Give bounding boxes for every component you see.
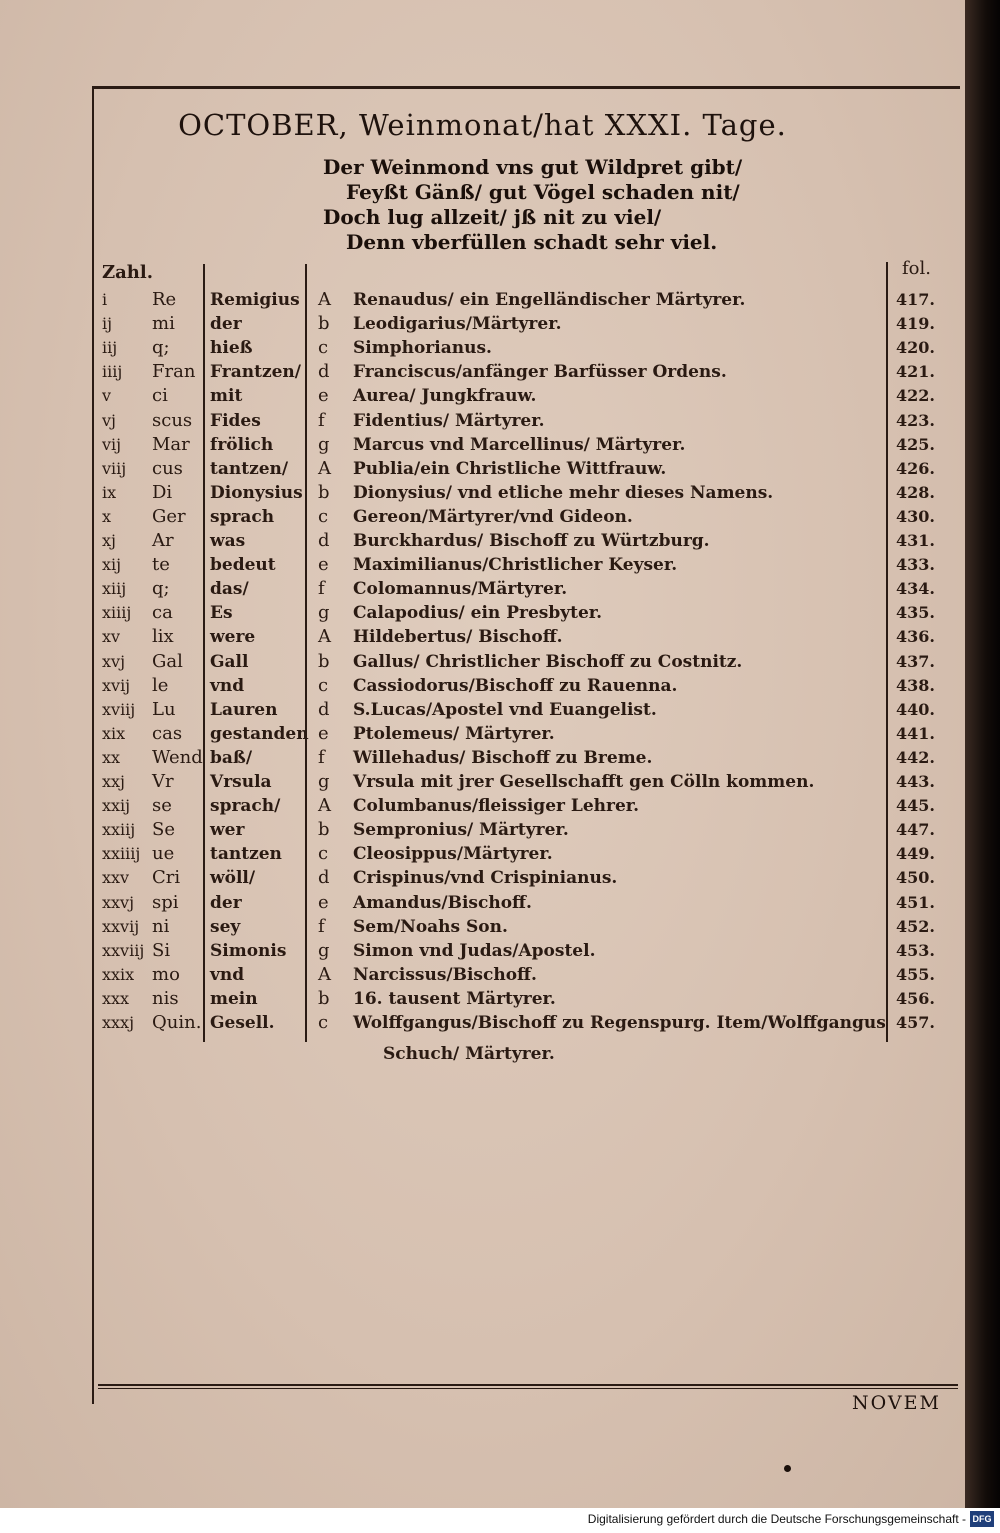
cell-num: xj xyxy=(102,531,116,550)
verse-line-1: Der Weinmond vns gut Wildpret gibt/ xyxy=(323,155,743,179)
cell-num: i xyxy=(102,290,108,309)
cell-num: xvij xyxy=(102,675,131,695)
cell-saint: Crispinus/vnd Crispinianus. xyxy=(353,868,618,889)
table-row xyxy=(0,288,965,312)
cell-mnem: were xyxy=(210,627,256,648)
cell-mnem: Lauren xyxy=(210,699,278,720)
table-row xyxy=(0,625,965,649)
cell-num: iiij xyxy=(102,362,123,382)
table-row xyxy=(0,577,965,601)
table-row xyxy=(0,674,965,698)
cell-let: c xyxy=(318,843,329,865)
cell-mnem: gestanden xyxy=(210,723,309,744)
cell-let: d xyxy=(318,361,330,383)
cell-fol: 422. xyxy=(896,386,935,406)
cell-saint: Sem/Noahs Son. xyxy=(353,916,508,937)
cell-let: f xyxy=(318,409,325,431)
table-row xyxy=(0,650,965,674)
cell-num: xiiij xyxy=(102,603,132,623)
table-row xyxy=(0,746,965,770)
cell-syl: Mar xyxy=(152,433,190,455)
cell-fol: 421. xyxy=(896,362,935,382)
cell-let: e xyxy=(318,722,329,744)
cell-syl: Re xyxy=(152,289,177,310)
cell-let: A xyxy=(318,289,331,310)
cell-mnem: Dionysius xyxy=(210,482,303,503)
cell-saint: Burckhardus/ Bischoff zu Würtzburg. xyxy=(353,531,710,551)
cell-let: e xyxy=(318,554,329,576)
cell-syl: te xyxy=(152,554,170,576)
cell-fol: 417. xyxy=(896,290,935,309)
cell-saint: Marcus vnd Marcellinus/ Märtyrer. xyxy=(353,434,686,455)
cell-fol: 435. xyxy=(896,603,935,623)
cell-num: vj xyxy=(102,410,116,430)
fol-header: fol. xyxy=(902,258,931,279)
cell-syl: Lu xyxy=(152,698,176,720)
cell-mnem: sprach xyxy=(210,506,275,527)
table-row xyxy=(0,842,965,866)
table-row xyxy=(0,360,965,384)
cell-fol: 433. xyxy=(896,555,935,575)
cell-num: xxix xyxy=(102,964,135,984)
table-row xyxy=(0,505,965,529)
cell-saint: Willehadus/ Bischoff zu Breme. xyxy=(353,747,653,768)
cell-saint: Maximilianus/Christlicher Keyser. xyxy=(353,555,678,576)
table-row xyxy=(0,529,965,553)
cell-num: xij xyxy=(102,555,122,575)
cell-num: ij xyxy=(102,314,113,334)
cell-num: v xyxy=(102,386,112,406)
table-row xyxy=(0,481,965,505)
cell-syl: nis xyxy=(152,987,179,1009)
cell-fol: 452. xyxy=(896,916,935,936)
footer-bar xyxy=(0,1508,1000,1533)
cell-fol: 420. xyxy=(896,338,935,358)
cell-saint: Gereon/Märtyrer/vnd Gideon. xyxy=(353,506,633,527)
page-title: OCTOBER, Weinmonat/hat XXXI. Tage. xyxy=(178,108,787,142)
cell-let: c xyxy=(318,674,329,696)
cell-num: xxij xyxy=(102,796,131,816)
cell-syl: le xyxy=(152,674,169,696)
table-row xyxy=(0,915,965,939)
cell-fol: 441. xyxy=(896,723,935,743)
cell-let: b xyxy=(318,819,330,841)
cell-saint: Gallus/ Christlicher Bischoff zu Costnitz. xyxy=(353,651,743,672)
cell-let: c xyxy=(318,505,329,527)
cell-fol: 426. xyxy=(896,458,935,478)
cell-let: c xyxy=(318,1012,329,1033)
table-row xyxy=(0,939,965,963)
cell-let: b xyxy=(318,987,330,1009)
cell-syl: scus xyxy=(152,409,193,431)
cell-let: g xyxy=(318,602,330,624)
cell-num: xiij xyxy=(102,579,127,599)
cell-syl: Fran xyxy=(152,361,196,383)
cell-num: xviij xyxy=(102,699,136,719)
cell-mnem: vnd xyxy=(210,964,245,985)
cell-saint: Cassiodorus/Bischoff zu Rauenna. xyxy=(353,675,678,696)
table-row xyxy=(0,312,965,336)
continuation-line: Schuch/ Märtyrer. xyxy=(383,1044,555,1064)
cell-syl: se xyxy=(152,795,172,817)
cell-fol: 450. xyxy=(896,868,935,888)
cell-num: viij xyxy=(102,458,127,478)
cell-num: xxiij xyxy=(102,820,136,840)
cell-syl: Quin. xyxy=(152,1012,202,1033)
cell-syl: Si xyxy=(152,939,171,961)
cell-fol: 443. xyxy=(896,772,935,791)
catchword: NOVEM xyxy=(852,1392,941,1414)
cell-syl: q; xyxy=(152,337,170,359)
table-row xyxy=(0,384,965,408)
cell-saint: Publia/ein Christliche Wittfrauw. xyxy=(353,458,667,479)
cell-let: d xyxy=(318,698,330,720)
cell-let: b xyxy=(318,650,330,672)
cell-let: b xyxy=(318,481,330,503)
cell-fol: 449. xyxy=(896,844,935,864)
cell-num: iij xyxy=(102,338,118,358)
cell-mnem: der xyxy=(210,892,242,913)
cell-fol: 445. xyxy=(896,796,935,816)
cell-let: g xyxy=(318,433,330,455)
table-row xyxy=(0,818,965,842)
cell-num: xxvj xyxy=(102,892,135,912)
table-row xyxy=(0,722,965,746)
cell-num: xx xyxy=(102,747,121,767)
cell-mnem: mein xyxy=(210,988,258,1009)
cell-mnem: Es xyxy=(210,603,233,624)
cell-fol: 455. xyxy=(896,964,935,984)
cell-syl: Ar xyxy=(152,530,174,551)
cell-saint: Columbanus/fleissiger Lehrer. xyxy=(353,796,640,817)
table-row xyxy=(0,601,965,625)
cell-mnem: der xyxy=(210,314,242,335)
ink-dot xyxy=(784,1465,791,1472)
cell-let: A xyxy=(318,626,331,648)
cell-fol: 419. xyxy=(896,314,935,334)
cell-fol: 436. xyxy=(896,627,935,647)
top-border-rule xyxy=(92,86,960,89)
footer-text: Digitalisierung gefördert durch die Deutsche Forschungsgemeinschaft - xyxy=(587,1512,966,1526)
cell-saint: Ptolemeus/ Märtyrer. xyxy=(353,723,555,744)
cell-fol: 440. xyxy=(896,699,935,719)
cell-let: c xyxy=(318,337,329,359)
cell-saint: Vrsula mit jrer Gesellschafft gen Cölln kommen. xyxy=(353,772,815,792)
bottom-border-rule-2 xyxy=(98,1388,958,1389)
cell-saint: 16. tausent Märtyrer. xyxy=(353,988,556,1009)
cell-let: d xyxy=(318,530,330,551)
table-row xyxy=(0,336,965,360)
cell-syl: mi xyxy=(152,313,175,335)
cell-num: xxvij xyxy=(102,916,140,936)
cell-mnem: Simonis xyxy=(210,940,287,961)
cell-saint: Franciscus/anfänger Barfüsser Ordens. xyxy=(353,362,727,383)
cell-syl: ni xyxy=(152,915,170,937)
cell-syl: ci xyxy=(152,385,168,407)
cell-mnem: mit xyxy=(210,386,243,407)
cell-saint: Sempronius/ Märtyrer. xyxy=(353,820,569,841)
verse-line-3: Doch lug allzeit/ jß nit zu viel/ xyxy=(323,205,662,229)
cell-mnem: frölich xyxy=(210,434,274,455)
cell-syl: Vr xyxy=(152,771,174,792)
cell-num: xxx xyxy=(102,988,130,1008)
cell-mnem: Remigius xyxy=(210,290,300,310)
cell-let: A xyxy=(318,963,331,985)
cell-syl: Wend xyxy=(152,746,203,768)
cell-num: x xyxy=(102,506,112,526)
cell-let: g xyxy=(318,939,330,961)
cell-mnem: Fides xyxy=(210,410,261,431)
zahl-header: Zahl. xyxy=(102,262,153,283)
cell-saint: Simon vnd Judas/Apostel. xyxy=(353,940,596,961)
cell-fol: 457. xyxy=(896,1013,935,1032)
cell-let: A xyxy=(318,795,331,817)
cell-fol: 451. xyxy=(896,892,935,912)
table-row xyxy=(0,770,965,794)
cell-mnem: Gesell. xyxy=(210,1013,275,1033)
cell-saint: Cleosippus/Märtyrer. xyxy=(353,844,553,865)
cell-num: vij xyxy=(102,434,122,454)
cell-num: xxxj xyxy=(102,1013,135,1032)
cell-fol: 438. xyxy=(896,675,935,695)
cell-syl: cus xyxy=(152,457,183,479)
cell-saint: S.Lucas/Apostel vnd Euangelist. xyxy=(353,699,657,720)
cell-let: e xyxy=(318,385,329,407)
table-row xyxy=(0,1011,965,1035)
cell-mnem: bedeut xyxy=(210,555,276,576)
cell-num: xxv xyxy=(102,868,130,888)
cell-saint: Wolffgangus/Bischoff zu Regenspurg. Item/Wolffgangus xyxy=(353,1013,886,1033)
cell-saint: Colomannus/Märtyrer. xyxy=(353,579,568,600)
cell-saint: Fidentius/ Märtyrer. xyxy=(353,410,545,431)
dfg-logo-icon: DFG xyxy=(970,1511,994,1527)
cell-mnem: das/ xyxy=(210,579,249,600)
cell-num: xvj xyxy=(102,651,126,671)
table-row xyxy=(0,409,965,433)
cell-let: f xyxy=(318,578,325,600)
cell-fol: 434. xyxy=(896,579,935,599)
cell-mnem: vnd xyxy=(210,675,245,696)
table-row xyxy=(0,963,965,987)
cell-saint: Leodigarius/Märtyrer. xyxy=(353,314,562,335)
cell-mnem: tantzen/ xyxy=(210,458,289,479)
bottom-border-rule xyxy=(98,1384,958,1386)
cell-syl: Cri xyxy=(152,867,181,889)
cell-let: f xyxy=(318,915,325,937)
cell-syl: spi xyxy=(152,891,179,913)
cell-syl: Ger xyxy=(152,505,186,527)
cell-syl: ca xyxy=(152,602,173,624)
cell-saint: Calapodius/ ein Presbyter. xyxy=(353,603,603,624)
cell-syl: ue xyxy=(152,843,175,865)
cell-let: g xyxy=(318,771,330,792)
table-row xyxy=(0,794,965,818)
cell-num: xv xyxy=(102,627,121,647)
cell-mnem: was xyxy=(210,531,246,551)
cell-let: f xyxy=(318,746,325,768)
cell-saint: Narcissus/Bischoff. xyxy=(353,964,537,985)
cell-mnem: baß/ xyxy=(210,747,253,768)
verse-line-4: Denn vberfüllen schadt sehr viel. xyxy=(346,230,718,254)
table-row xyxy=(0,457,965,481)
cell-let: d xyxy=(318,867,330,889)
cell-fol: 453. xyxy=(896,940,935,960)
cell-mnem: Frantzen/ xyxy=(210,362,301,383)
cell-syl: Se xyxy=(152,819,175,841)
cell-saint: Aurea/ Jungkfrauw. xyxy=(353,386,537,407)
page-edge-shadow xyxy=(965,0,1000,1508)
table-row xyxy=(0,698,965,722)
cell-let: e xyxy=(318,891,329,913)
cell-fol: 423. xyxy=(896,410,935,430)
cell-mnem: sprach/ xyxy=(210,796,281,817)
cell-fol: 437. xyxy=(896,651,935,671)
cell-num: xix xyxy=(102,723,126,743)
table-row xyxy=(0,433,965,457)
table-row xyxy=(0,866,965,890)
cell-num: ix xyxy=(102,482,117,502)
cell-fol: 447. xyxy=(896,820,935,840)
cell-num: xxiiij xyxy=(102,844,141,864)
cell-syl: mo xyxy=(152,963,180,985)
cell-mnem: tantzen xyxy=(210,844,282,865)
cell-fol: 428. xyxy=(896,482,935,502)
cell-mnem: sey xyxy=(210,916,241,937)
cell-let: A xyxy=(318,457,331,479)
cell-syl: cas xyxy=(152,722,183,744)
cell-fol: 431. xyxy=(896,531,935,550)
cell-syl: lix xyxy=(152,626,174,648)
verse-line-2: Feyßt Gänß/ gut Vögel schaden nit/ xyxy=(346,180,740,204)
cell-num: xxviij xyxy=(102,940,145,960)
table-row xyxy=(0,553,965,577)
cell-fol: 430. xyxy=(896,506,935,526)
cell-saint: Simphorianus. xyxy=(353,338,492,359)
cell-mnem: wöll/ xyxy=(210,868,256,889)
cell-fol: 425. xyxy=(896,434,935,454)
cell-let: b xyxy=(318,313,330,335)
table-row xyxy=(0,987,965,1011)
cell-saint: Amandus/Bischoff. xyxy=(353,892,532,913)
cell-mnem: Vrsula xyxy=(210,772,272,792)
cell-num: xxj xyxy=(102,772,126,791)
cell-saint: Renaudus/ ein Engelländischer Märtyrer. xyxy=(353,290,746,310)
cell-syl: Gal xyxy=(152,650,183,672)
cell-syl: q; xyxy=(152,578,170,600)
cell-saint: Dionysius/ vnd etliche mehr dieses Namens. xyxy=(353,482,774,503)
cell-mnem: wer xyxy=(210,820,245,841)
table-row xyxy=(0,891,965,915)
cell-syl: Di xyxy=(152,481,173,503)
cell-fol: 442. xyxy=(896,747,935,767)
cell-fol: 456. xyxy=(896,988,935,1008)
cell-saint: Hildebertus/ Bischoff. xyxy=(353,627,563,648)
cell-mnem: Gall xyxy=(210,651,249,672)
cell-mnem: hieß xyxy=(210,338,253,359)
